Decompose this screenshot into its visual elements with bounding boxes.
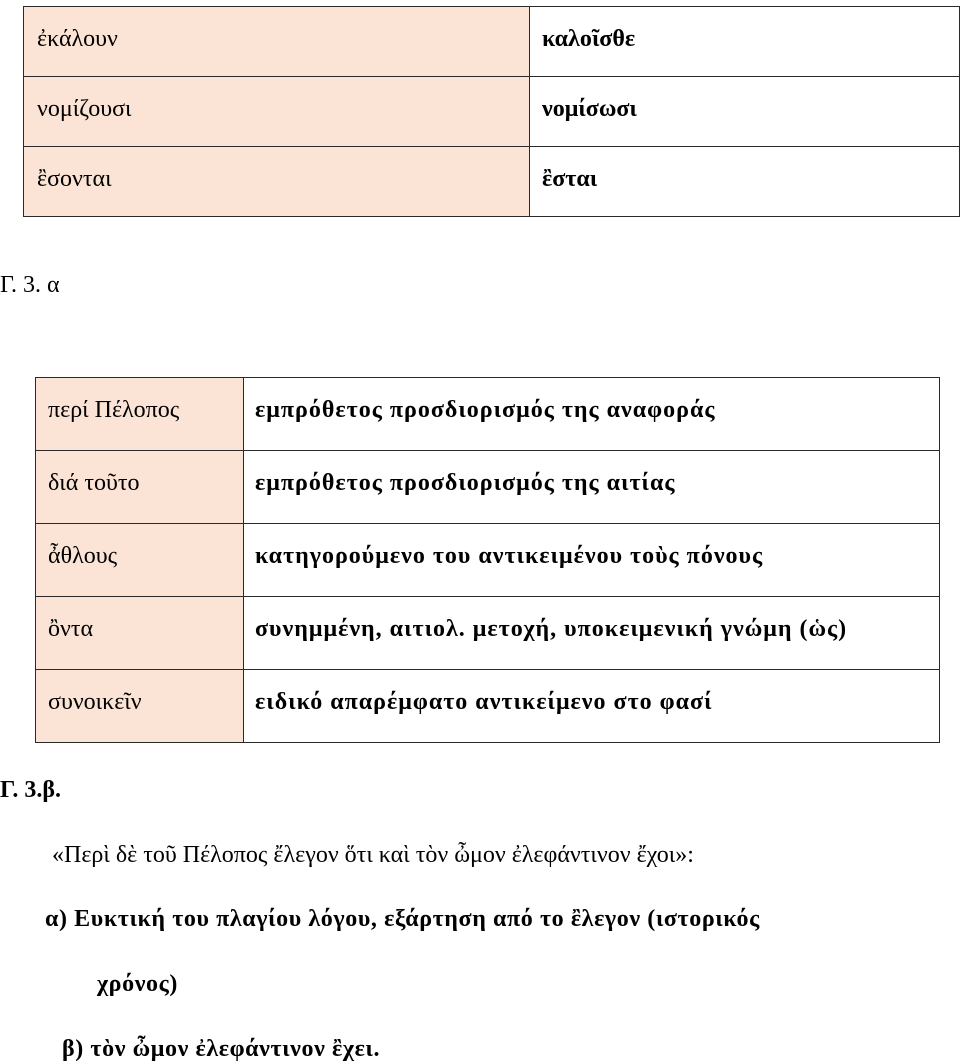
table-cell: συνοικεῖν: [36, 670, 244, 743]
table-row: [24, 147, 960, 217]
section-heading: Γ. 3.β.: [0, 777, 62, 803]
table-row: [36, 597, 940, 670]
table-cell: νομίζουσι: [24, 77, 530, 147]
answer-b-text: β) τὸν ὦμον ἐλεφάντινον ἒχει.: [62, 1036, 381, 1062]
table-row: [36, 670, 940, 743]
table-cell: διά τοῦτο: [36, 451, 244, 524]
table-row: [36, 524, 940, 597]
syntax-analysis-table: [35, 377, 940, 743]
table-cell: ὂντα: [36, 597, 244, 670]
table-cell: συνημμένη, αιτιολ. μετοχή, υποκειμενική γνώμη (ὡς): [244, 597, 940, 670]
answer-a-text: α) Ευκτική του πλαγίου λόγου, εξάρτηση από το ἒλεγον (ιστορικός: [45, 906, 760, 932]
table-cell: ἒσται: [530, 147, 960, 217]
quote-text: «Περὶ δὲ τοῦ Πέλοπος ἔλεγον ὅτι καὶ τὸν ὦμον ἐλεφάντινον ἔχοι»:: [52, 842, 694, 868]
answer-a-continuation: χρόνος): [97, 971, 178, 997]
table-cell: ἒσονται: [24, 147, 530, 217]
table-row: [24, 77, 960, 147]
table-row: [36, 451, 940, 524]
table-cell: περί Πέλοπος: [36, 378, 244, 451]
table-cell: ἐκάλουν: [24, 7, 530, 77]
table-cell: νομίσωσι: [530, 77, 960, 147]
table-row: [24, 7, 960, 77]
table-row: [36, 378, 940, 451]
table-cell: ἆθλους: [36, 524, 244, 597]
table-cell: εμπρόθετος προσδιορισμός της αναφοράς: [244, 378, 940, 451]
table-cell: εμπρόθετος προσδιορισμός της αιτίας: [244, 451, 940, 524]
verb-forms-table: [23, 6, 960, 217]
section-heading: Γ. 3. α: [0, 272, 60, 298]
table-cell: κατηγορούμενο του αντικειμένου τοὺς πόνους: [244, 524, 940, 597]
table-cell: ειδικό απαρέμφατο αντικείμενο στο φασί: [244, 670, 940, 743]
table-cell: καλοῖσθε: [530, 7, 960, 77]
